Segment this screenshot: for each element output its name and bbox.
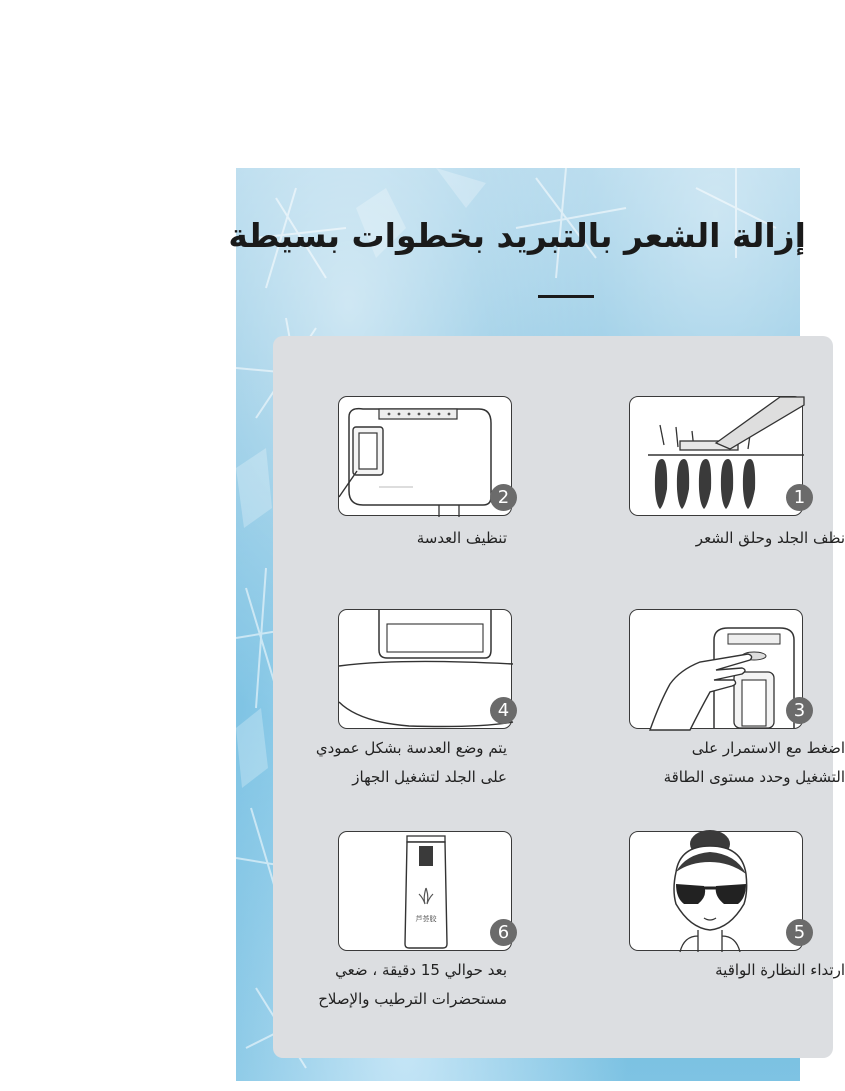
step-3-card <box>629 609 806 729</box>
razor-shaving-icon <box>630 397 804 517</box>
step-5-card <box>629 831 806 951</box>
step-2-number-badge: 2 <box>490 484 517 511</box>
step-6-caption: بعد حوالي 15 دقيقة ، ضعي مستحضرات الترطيب والإصلاح <box>318 961 507 1008</box>
instruction-poster <box>228 168 845 1081</box>
step-4-number-badge: 4 <box>490 697 517 724</box>
step-4-card <box>338 609 512 729</box>
step-5-caption: ارتداء النظارة الواقية <box>715 961 845 979</box>
poster-title: إزالة الشعر بالتبريد بخطوات بسيطة <box>228 216 806 255</box>
step-6-number-badge: 6 <box>490 919 517 946</box>
steps-panel <box>273 336 845 1058</box>
step-6-card <box>338 831 512 951</box>
step-2-caption: تنظيف العدسة <box>416 529 507 547</box>
aloe-gel-tube-icon <box>339 832 513 952</box>
protective-goggles-icon <box>630 832 804 952</box>
lens-on-skin-icon <box>339 610 513 730</box>
tube-label-text: 芦荟胶 <box>415 915 437 923</box>
title-underline <box>538 295 594 298</box>
finger-press-button-icon <box>630 610 804 730</box>
step-4-caption: يتم وضع العدسة بشكل عمودي على الجلد لتشغيل الجهاز <box>315 739 507 786</box>
step-1-number-badge: 1 <box>786 484 813 511</box>
step-3-caption: اضغط مع الاستمرار على التشغيل وحدد مستوى الطاقة <box>663 739 845 786</box>
lens-cleaning-icon <box>339 397 513 517</box>
step-5-number-badge: 5 <box>786 919 813 946</box>
step-2-card <box>338 396 512 516</box>
step-3-number-badge: 3 <box>786 697 813 724</box>
step-1-card <box>629 396 806 516</box>
step-1-caption: نظف الجلد وحلق الشعر <box>695 529 845 547</box>
